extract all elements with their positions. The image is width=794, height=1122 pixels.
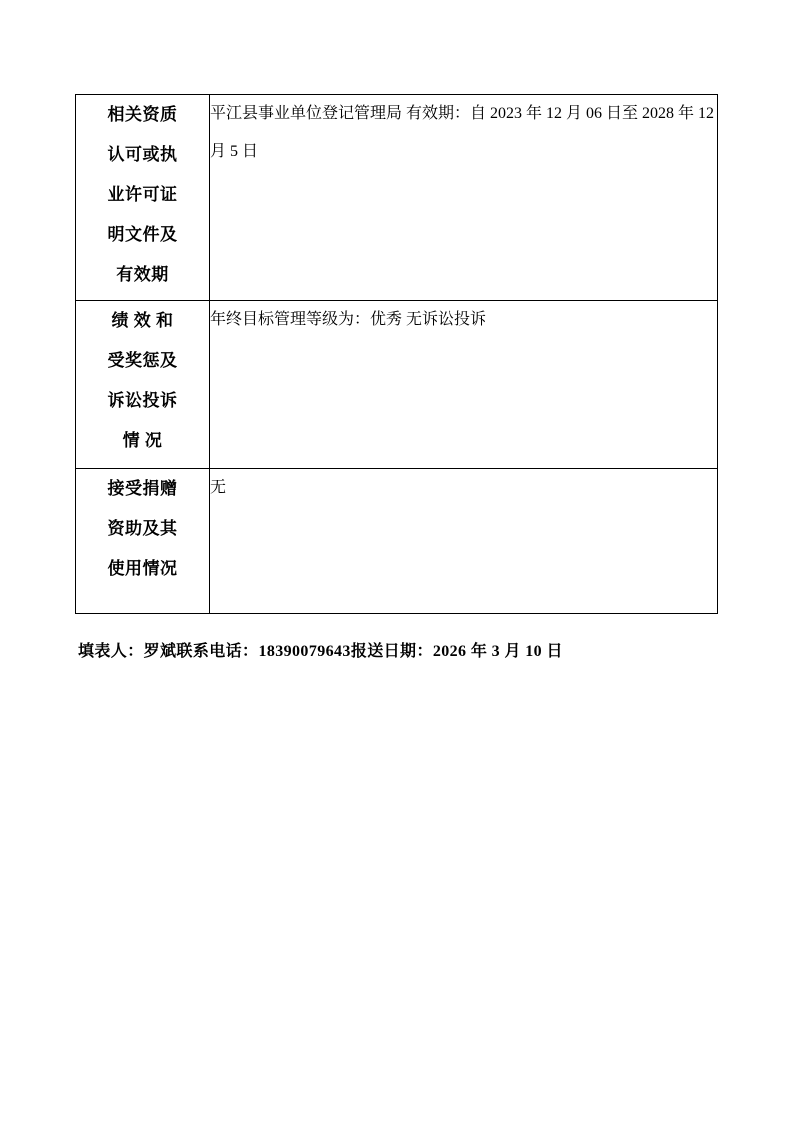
value-text: 无 bbox=[210, 479, 227, 496]
label-line: 资助及其 bbox=[107, 519, 178, 538]
label-line: 认可或执 bbox=[107, 145, 178, 164]
footer-meta bbox=[78, 638, 738, 661]
phone-label: 联系电话： bbox=[176, 643, 259, 660]
info-table bbox=[75, 94, 718, 614]
row-value-performance bbox=[210, 301, 718, 469]
date-label: 报送日期： bbox=[350, 643, 433, 660]
phone-value: 18390079643 bbox=[258, 643, 351, 660]
filler-label: 填表人： bbox=[78, 643, 144, 660]
label-line: 诉讼投诉 bbox=[107, 391, 178, 410]
value-text: 平江县事业单位登记管理局 有效期：自 2023 年 12 月 06 日至 2028 年 12 月 5 日 bbox=[210, 105, 715, 160]
table-row bbox=[76, 469, 718, 614]
row-label-performance bbox=[76, 301, 210, 469]
table-row bbox=[76, 95, 718, 301]
table-row bbox=[76, 301, 718, 469]
row-label-qualification bbox=[76, 95, 210, 301]
value-text: 年终目标管理等级为：优秀 无诉讼投诉 bbox=[210, 311, 487, 328]
label-line: 业许可证 bbox=[107, 185, 178, 204]
label-line: 相关资质 bbox=[107, 105, 178, 124]
label-line: 受奖惩及 bbox=[107, 351, 178, 370]
row-label-donation bbox=[76, 469, 210, 614]
label-line: 有效期 bbox=[116, 265, 169, 284]
label-line: 情 况 bbox=[122, 431, 163, 450]
row-value-donation bbox=[210, 469, 718, 614]
label-line: 绩 效 和 bbox=[111, 311, 174, 330]
label-line: 明文件及 bbox=[107, 225, 178, 244]
row-value-qualification bbox=[210, 95, 718, 301]
date-value: 2026 年 3 月 10 日 bbox=[432, 643, 563, 660]
label-line: 使用情况 bbox=[107, 559, 178, 578]
label-line: 接受捐赠 bbox=[107, 479, 178, 498]
filler-name: 罗斌 bbox=[143, 643, 177, 660]
